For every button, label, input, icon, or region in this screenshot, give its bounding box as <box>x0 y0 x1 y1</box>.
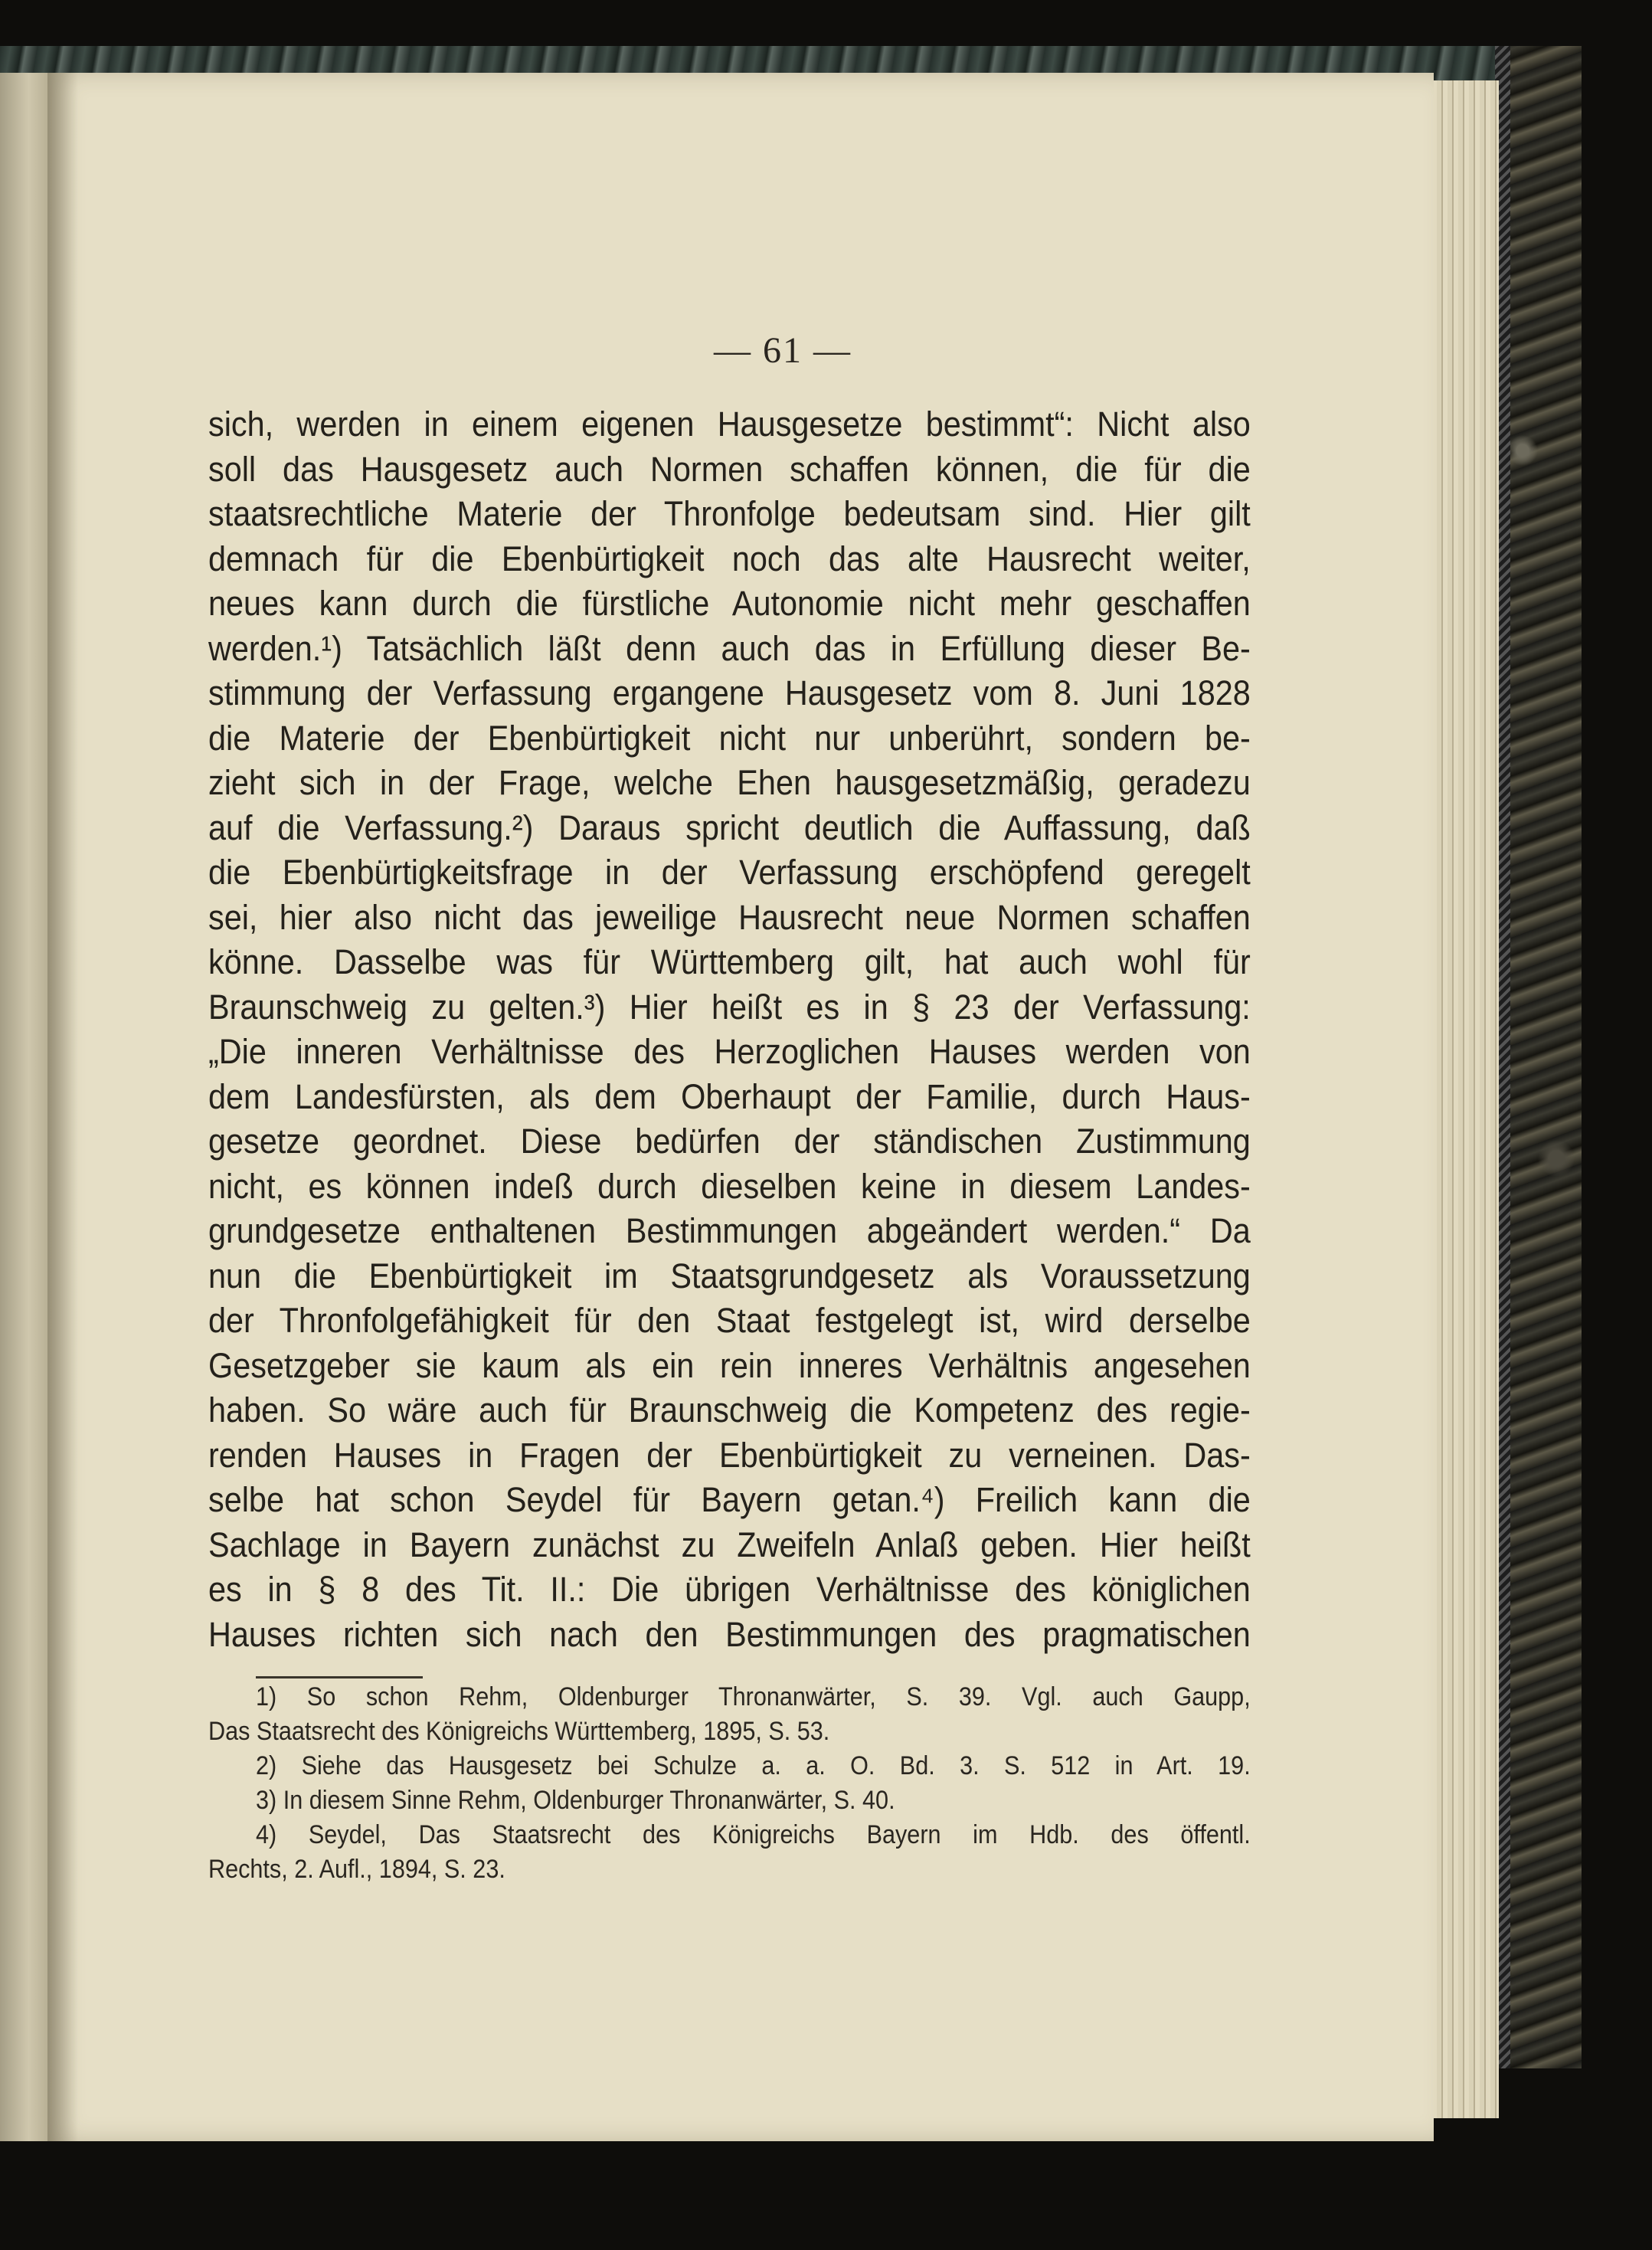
text-line: werden.¹) Tatsächlich läßt denn auch das in Erfüllung dieser Be- <box>208 628 1251 668</box>
text-line: soll das Hausgesetz auch Normen schaffen können, die für die <box>208 449 1251 489</box>
text-line: neues kann durch die fürstliche Autonomie nicht mehr geschaffen <box>208 584 1251 623</box>
text-line: renden Hauses in Fragen der Ebenbürtigkeit zu verneinen. Das- <box>208 1435 1251 1475</box>
footnote-line: Das Staatsrecht des Königreichs Württemberg, 1895, S. 53. <box>208 1717 830 1746</box>
text-line: nun die Ebenbürtigkeit im Staatsgrundgesetz als Voraussetzung <box>208 1256 1251 1295</box>
left-page-edge <box>0 73 47 2225</box>
text-line: „Die inneren Verhältnisse des Herzoglichen Hauses werden von <box>208 1032 1251 1071</box>
text-line: auf die Verfassung.²) Daraus spricht deutlich die Auffassung, daß <box>208 807 1251 847</box>
page-stack-edges <box>1426 80 1499 2118</box>
footnote-divider <box>256 1676 423 1678</box>
text-line: Braunschweig zu gelten.³) Hier heißt es in § 23 der Verfassung: <box>208 987 1251 1027</box>
text-line: demnach für die Ebenbürtigkeit noch das alte Hausrecht weiter, <box>208 539 1251 578</box>
text-line: stimmung der Verfassung ergangene Hausgesetz vom 8. Juni 1828 <box>208 673 1251 712</box>
gutter-shadow <box>47 73 78 2141</box>
text-line: haben. So wäre auch für Braunschweig die Kompetenz des regie- <box>208 1390 1251 1430</box>
footnote-line: 4) Seydel, Das Staatsrecht des Königreichs Bayern im Hdb. des öffentl. <box>256 1820 1251 1849</box>
footnote-line: 2) Siehe das Hausgesetz bei Schulze a. a. O. Bd. 3. S. 512 in Art. 19. <box>256 1751 1251 1780</box>
text-line: die Materie der Ebenbürtigkeit nicht nur unberührt, sondern be- <box>208 718 1251 758</box>
text-line: grundgesetze enthaltenen Bestimmungen abgeändert werden.“ Da <box>208 1211 1251 1250</box>
text-line: sich, werden in einem eigenen Hausgesetze bestimmt“: Nicht also <box>208 404 1251 444</box>
scan-bottom-edge <box>0 2141 1652 2250</box>
footnotes <box>208 1680 1251 1887</box>
text-line: dem Landesfürsten, als dem Oberhaupt der Familie, durch Haus- <box>208 1076 1251 1116</box>
page-number: — 61 — <box>714 330 852 371</box>
text-line: staatsrechtliche Materie der Thronfolge bedeutsam sind. Hier gilt <box>208 494 1251 533</box>
text-line: gesetze geordnet. Diese bedürfen der ständischen Zustimmung <box>208 1122 1251 1161</box>
text-line: es in § 8 des Tit. II.: Die übrigen Verhältnisse des königlichen <box>208 1570 1251 1609</box>
text-line: Gesetzgeber sie kaum als ein rein inneres Verhältnis angesehen <box>208 1345 1251 1385</box>
book-page <box>47 73 1434 2141</box>
text-line: zieht sich in der Frage, welche Ehen hausgesetzmäßig, geradezu <box>208 763 1251 802</box>
footnote-line: Rechts, 2. Aufl., 1894, S. 23. <box>208 1855 505 1884</box>
text-line: könne. Dasselbe was für Württemberg gilt, hat auch wohl für <box>208 942 1251 981</box>
text-line: sei, hier also nicht das jeweilige Hausrecht neue Normen schaffen <box>208 897 1251 937</box>
text-line: Sachlage in Bayern zunächst zu Zweifeln Anlaß geben. Hier heißt <box>208 1525 1251 1564</box>
text-line: nicht, es können indeß durch dieselben keine in diesem Landes- <box>208 1166 1251 1206</box>
main-text <box>208 402 1251 1657</box>
text-line: die Ebenbürtigkeitsfrage in der Verfassung erschöpfend geregelt <box>208 853 1251 892</box>
footnote-line: 3) In diesem Sinne Rehm, Oldenburger Thronanwärter, S. 40. <box>256 1786 895 1815</box>
footnote-line: 1) So schon Rehm, Oldenburger Thronanwärter, S. 39. Vgl. auch Gaupp, <box>256 1682 1251 1711</box>
text-line: der Thronfolgefähigkeit für den Staat festgelegt ist, wird derselbe <box>208 1301 1251 1340</box>
text-line: Hauses richten sich nach den Bestimmungen des pragmatischen <box>208 1614 1251 1654</box>
text-line: selbe hat schon Seydel für Bayern getan.⁴) Freilich kann die <box>208 1480 1251 1519</box>
